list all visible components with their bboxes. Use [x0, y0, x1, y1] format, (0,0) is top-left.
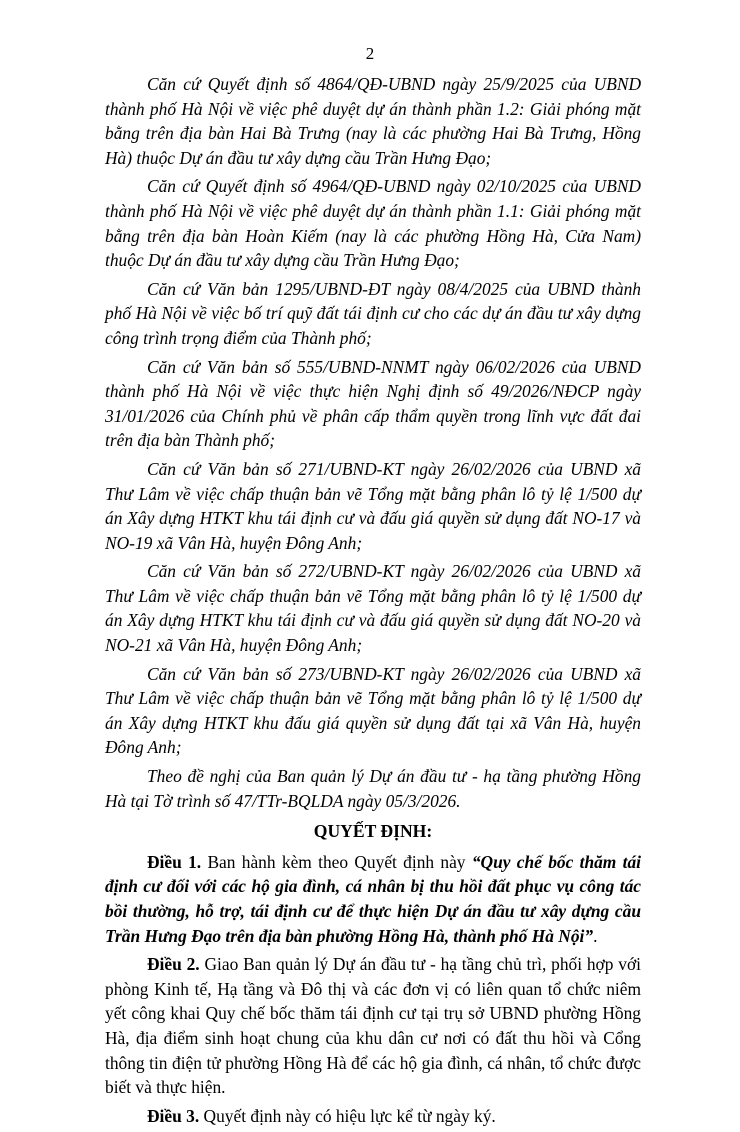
- legal-basis-4: Căn cứ Văn bản số 555/UBND-NNMT ngày 06/02/2026 của UBND thành phố Hà Nội về việc thực hiện Nghị định số 49/2026/NĐCP ngày 31/01/2026 của Chính phủ về phân cấp thẩm quyền trong lĩnh vực đất đai trên địa bàn Thành phố;: [105, 356, 641, 451]
- page-number: 2: [365, 44, 375, 63]
- article-2-label: Điều 2.: [147, 954, 200, 975]
- article-1: [105, 850, 641, 948]
- article-3-text: Quyết định này có hiệu lực kể từ ngày ký.: [199, 1105, 496, 1126]
- article-1-label: Điều 1.: [147, 851, 202, 872]
- legal-basis-7: Căn cứ Văn bản số 273/UBND-KT ngày 26/02/2026 của UBND xã Thư Lâm về việc chấp thuận bản vẽ Tổng mặt bằng phân lô tỷ lệ 1/500 dự án Xây dựng HTKT khu đấu giá quyền sử dụng đất tại xã Vân Hà, huyện Đông Anh;: [105, 663, 641, 758]
- document-body: [105, 72, 641, 1132]
- legal-basis-2: Căn cứ Quyết định số 4964/QĐ-UBND ngày 02/10/2025 của UBND thành phố Hà Nội về việc phê duyệt dự án thành phần 1.1: Giải phóng mặt bằng trên địa bàn Hoàn Kiếm (nay là các phường Hồng Hà, Cửa Nam) thuộc Dự án đầu tư xây dựng cầu Trần Hưng Đạo;: [105, 176, 641, 271]
- legal-basis-1: Căn cứ Quyết định số 4864/QĐ-UBND ngày 25/9/2025 của UBND thành phố Hà Nội về việc phê duyệt dự án thành phần 1.2: Giải phóng mặt bằng trên địa bàn Hai Bà Trưng (nay là các phường Hai Bà Trưng, Hồng Hà) thuộc Dự án đầu tư xây dựng cầu Trần Hưng Đạo;: [105, 74, 641, 168]
- legal-basis-5: Căn cứ Văn bản số 271/UBND-KT ngày 26/02/2026 của UBND xã Thư Lâm về việc chấp thuận bản vẽ Tổng mặt bằng phân lô tỷ lệ 1/500 dự án Xây dựng HTKT khu tái định cư và đấu giá quyền sử dụng đất NO-17 và NO-19 xã Vân Hà, huyện Đông Anh;: [105, 458, 641, 553]
- legal-basis-6: Căn cứ Văn bản số 272/UBND-KT ngày 26/02/2026 của UBND xã Thư Lâm về việc chấp thuận bản vẽ Tổng mặt bằng phân lô tỷ lệ 1/500 dự án Xây dựng HTKT khu tái định cư và đấu giá quyền sử dụng đất NO-20 và NO-21 xã Vân Hà, huyện Đông Anh;: [105, 561, 641, 656]
- article-1-text: Ban hành kèm theo Quyết định này: [201, 851, 472, 872]
- decision-heading: QUYẾT ĐỊNH:: [313, 821, 433, 842]
- legal-basis-3: Căn cứ Văn bản 1295/UBND-ĐT ngày 08/4/2025 của UBND thành phố Hà Nội về việc bố trí quỹ đất tái định cư cho các dự án đầu tư xây dựng công trình trọng điểm của Thành phố;: [105, 278, 641, 348]
- article-3: [105, 1104, 641, 1129]
- article-2: [105, 952, 641, 1100]
- article-2-text: Giao Ban quản lý Dự án đầu tư - hạ tầng chủ trì, phối hợp với phòng Kinh tế, Hạ tầng và Đô thị và các đơn vị có liên quan tổ chức niêm yết công khai Quy chế bốc thăm tái định cư tại trụ sở UBND phường Hồng Hà, địa điểm sinh hoạt chung của khu dân cư nơi có đất thu hồi và Cổng thông tin điện tử phường Hồng Hà để các hộ gia đình, cá nhân, tổ chức được biết và thực hiện.: [105, 954, 641, 1098]
- article-1-regulation-title: “Quy chế bốc thăm tái định cư đối với các hộ gia đình, cá nhân bị thu hồi đất phục vụ công tác bồi thường, hỗ trợ, tái định cư để thực hiện Dự án đầu tư xây dựng cầu Trần Hưng Đạo trên địa bàn phường Hồng Hà, thành phố Hà Nội”: [105, 851, 641, 946]
- article-1-end: .: [593, 925, 598, 946]
- article-3-label: Điều 3.: [147, 1105, 200, 1126]
- proposal-basis: Theo đề nghị của Ban quản lý Dự án đầu tư - hạ tầng phường Hồng Hà tại Tờ trình số 47/TTr-BQLDA ngày 05/3/2026.: [105, 766, 641, 811]
